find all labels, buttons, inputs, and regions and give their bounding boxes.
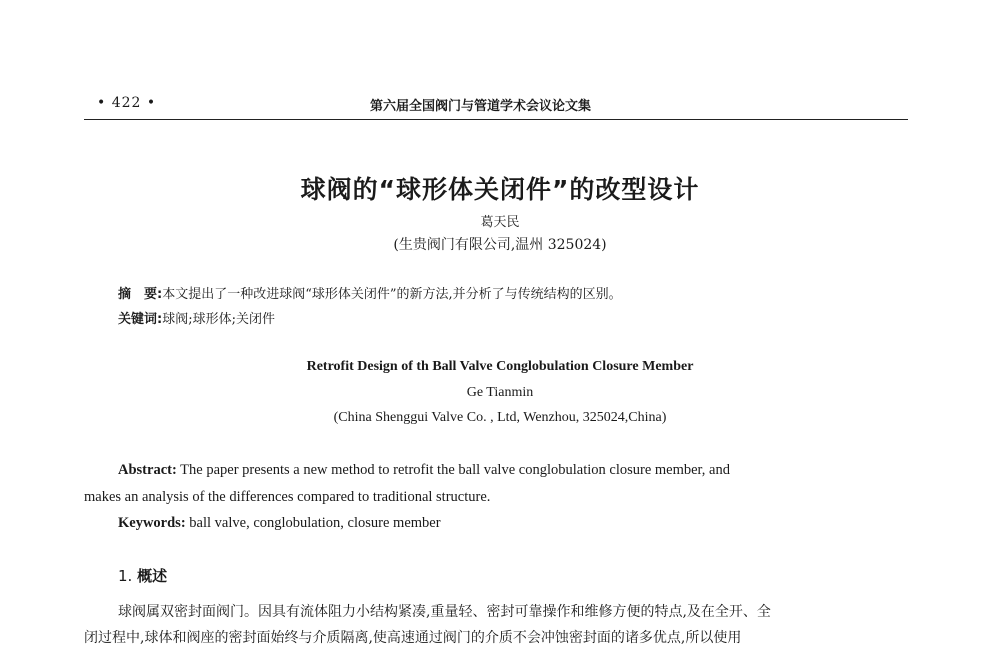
author-cn: 葛天民 (480, 215, 520, 230)
keywords-cn-text: 球阀;球形体;关闭件 (162, 312, 275, 327)
abstract-en-line-1 (118, 462, 730, 479)
keywords-cn (118, 308, 275, 327)
body-text-line-1: 球阀属双密封面阀门。因具有流体阻力小结构紧凑,重量轻、密封可靠操作和维修方便的特点,及在全开、全 (118, 604, 771, 620)
affiliation-cn: (生贵阀门有限公司,温州 325024) (393, 237, 607, 253)
section-title: 概述 (137, 567, 168, 585)
keywords-en-label: Keywords: (118, 515, 186, 531)
paper-title-cn: 球阀的“球形体关闭件”的改型设计 (300, 175, 700, 204)
keywords-en-text: ball valve, conglobulation, closure member (185, 515, 441, 531)
abstract-en-text-1: The paper presents a new method to retrofit the ball valve conglobulation closure member, and (176, 462, 730, 478)
page-number: • 422 • (97, 95, 157, 111)
abstract-cn (118, 283, 622, 302)
running-title: 第六届全国阀门与管道学术会议论文集 (370, 99, 592, 114)
keywords-cn-label: 关键词: (118, 312, 163, 327)
paper-title-en: Retrofit Design of th Ball Valve Conglobulation Closure Member (306, 359, 694, 374)
abstract-en-label: Abstract: (118, 462, 177, 478)
abstract-cn-label: 摘 要: (118, 287, 163, 302)
author-en: Ge Tianmin (466, 385, 534, 400)
section-heading (118, 565, 167, 586)
abstract-cn-text: 本文提出了一种改进球阀“球形体关闭件”的新方法,并分析了与传统结构的区别。 (162, 287, 622, 302)
body-text-line-2: 闭过程中,球体和阀座的密封面始终与介质隔离,使高速通过阀门的介质不会冲蚀密封面的诸多优点,所以使用 (84, 630, 742, 646)
keywords-en (118, 515, 441, 532)
abstract-en-line-2: makes an analysis of the differences compared to traditional structure. (84, 489, 491, 505)
section-number: 1. (118, 567, 133, 585)
affiliation-en: (China Shenggui Valve Co. , Ltd, Wenzhou, 325024,China) (333, 410, 667, 425)
header-rule (84, 119, 908, 120)
